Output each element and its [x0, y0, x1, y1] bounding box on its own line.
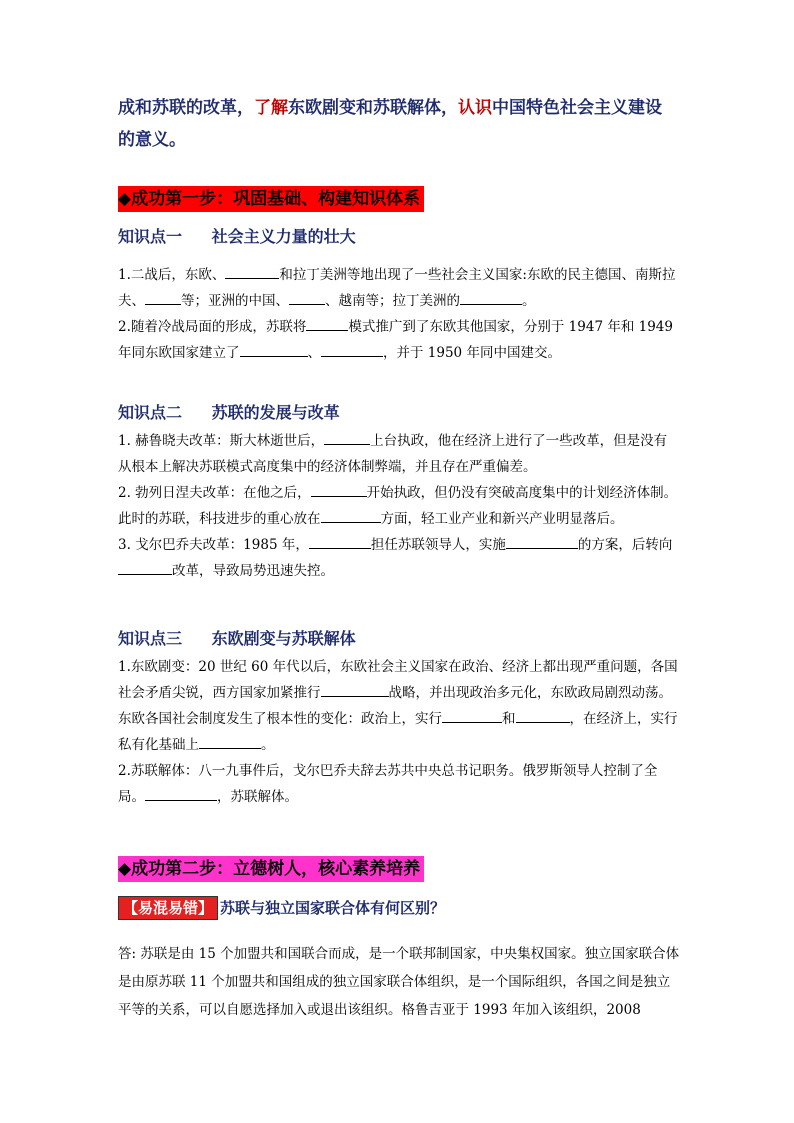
kp2-item-3 — [118, 532, 680, 584]
text: 和拉丁美洲等地出现了一些社会主义国家:东欧的民主德国、南斯拉夫、 — [118, 267, 676, 309]
text: 2.随着冷战局面的形成，苏联将 — [118, 319, 307, 335]
text: 等；亚洲的中国、 — [181, 293, 289, 309]
text: 2.苏联解体：八一九事件后，戈尔巴乔夫辞去苏共中央总书记职务。俄罗斯领导人控制了全局。 — [118, 763, 658, 805]
kp2-title: 苏联的发展与改革 — [211, 403, 340, 422]
kp1-content — [118, 262, 680, 366]
kp1-heading — [118, 224, 356, 247]
fill-blank[interactable] — [321, 682, 389, 697]
intro-paragraph — [118, 92, 678, 156]
fill-blank[interactable] — [321, 342, 383, 357]
fill-blank[interactable] — [289, 290, 325, 305]
text: 1. 赫鲁晓夫改革：斯大林逝世后， — [118, 433, 325, 449]
text: 担任苏联领导人，实施 — [370, 537, 506, 553]
intro-keyword-2: 认识 — [458, 98, 492, 118]
step1-banner: ◆成功第一步：巩固基础、构建知识体系 — [118, 186, 424, 212]
fill-blank[interactable] — [118, 560, 172, 575]
text: 方面，轻工业产业和新兴产业明显落后。 — [380, 511, 624, 527]
confusion-answer: 答: 苏联是由 15 个加盟共和国联合而成，是一个联邦制国家，中央集权国家。独立国家联合体是由原苏联 11 个加盟共和国组成的独立国家联合体组织，是一个国际组织，各国之间是独立平等的关系，可以自愿选择加入或退出该组织。格鲁吉亚于 1993 年加入该组织，2008 — [118, 946, 680, 1018]
text: 1.东欧剧变：20 世纪 60 年代以后，东欧社会主义国家在政治、经济上都出现严重问题，各国社会矛盾尖锐，西方国家加紧推行 — [118, 659, 678, 701]
text: 战略，并出现政治多元化，东欧政局剧烈动荡。东欧各国社会制度发生了根本性的变化：政治上，实行 — [118, 685, 672, 727]
intro-keyword-1: 了解 — [254, 98, 288, 118]
kp1-title: 社会主义力量的壮大 — [211, 227, 356, 246]
text: 开始执政，但仍没有突破高度集中的计划经济体制。此时的苏联，科技进步的重心放在 — [118, 485, 678, 527]
text: 改革，导致局势迅速失控。 — [172, 563, 334, 579]
fill-blank[interactable] — [506, 534, 578, 549]
kp3-title: 东欧剧变与苏联解体 — [211, 629, 356, 648]
intro-text-1: 成和苏联的改革， — [118, 98, 254, 118]
intro-text-2: 东欧剧变和苏联解体， — [288, 98, 458, 118]
kp3-content — [118, 654, 680, 810]
kp3-item-2 — [118, 758, 680, 810]
kp3-number: 知识点三 — [118, 629, 183, 648]
text: 。 — [522, 293, 536, 309]
kp2-number: 知识点二 — [118, 403, 183, 422]
text: 2. 勃列日涅夫改革：在他之后， — [118, 485, 311, 501]
fill-blank[interactable] — [460, 290, 522, 305]
fill-blank[interactable] — [199, 734, 261, 749]
text: 、 — [307, 345, 321, 361]
fill-blank[interactable] — [442, 708, 502, 723]
text: 的方案，后转向 — [577, 537, 673, 553]
fill-blank[interactable] — [311, 482, 367, 497]
fill-blank[interactable] — [240, 342, 308, 357]
fill-blank[interactable] — [145, 290, 181, 305]
fill-blank[interactable] — [324, 430, 370, 445]
text: ，并于 1950 年同中国建交。 — [383, 345, 561, 361]
text: 和 — [502, 711, 516, 727]
kp2-content — [118, 428, 680, 584]
confusion-tag: 【易混易错】 — [118, 896, 218, 920]
text: 。 — [261, 737, 275, 753]
kp1-item-1 — [118, 262, 680, 314]
kp1-number: 知识点一 — [118, 227, 183, 246]
kp3-heading — [118, 626, 356, 649]
fill-blank[interactable] — [225, 264, 279, 279]
fill-blank[interactable] — [306, 316, 348, 331]
confusion-question-row — [118, 896, 445, 920]
kp2-heading — [118, 400, 340, 423]
fill-blank[interactable] — [145, 786, 217, 801]
fill-blank[interactable] — [516, 708, 570, 723]
text: 、越南等；拉丁美洲的 — [325, 293, 460, 309]
text: 3. 戈尔巴乔夫改革：1985 年， — [118, 537, 309, 553]
confusion-question: 苏联与独立国家联合体有何区别？ — [220, 899, 446, 917]
kp2-item-1 — [118, 428, 680, 480]
kp1-item-2 — [118, 314, 680, 366]
text: ，在经济上，实行私有化基础上 — [118, 711, 678, 753]
text: ，苏联解体。 — [217, 789, 298, 805]
intro-text-3: 中国特色社会主义建设的意义。 — [118, 98, 662, 150]
fill-blank[interactable] — [309, 534, 371, 549]
text: 模式推广到了东欧其他国家，分别于 1947 年和 1949 年同东欧国家建立了 — [118, 319, 673, 361]
kp2-item-2 — [118, 480, 680, 532]
text: 1.二战后，东欧、 — [118, 267, 226, 283]
fill-blank[interactable] — [321, 508, 381, 523]
text: 上台执政，他在经济上进行了一些改革，但是没有从根本上解决苏联模式高度集中的经济体制弊端，并且存在严重偏差。 — [118, 433, 668, 475]
kp3-item-1 — [118, 654, 680, 758]
step2-banner: ◆成功第二步：立德树人，核心素养培养 — [118, 856, 424, 882]
